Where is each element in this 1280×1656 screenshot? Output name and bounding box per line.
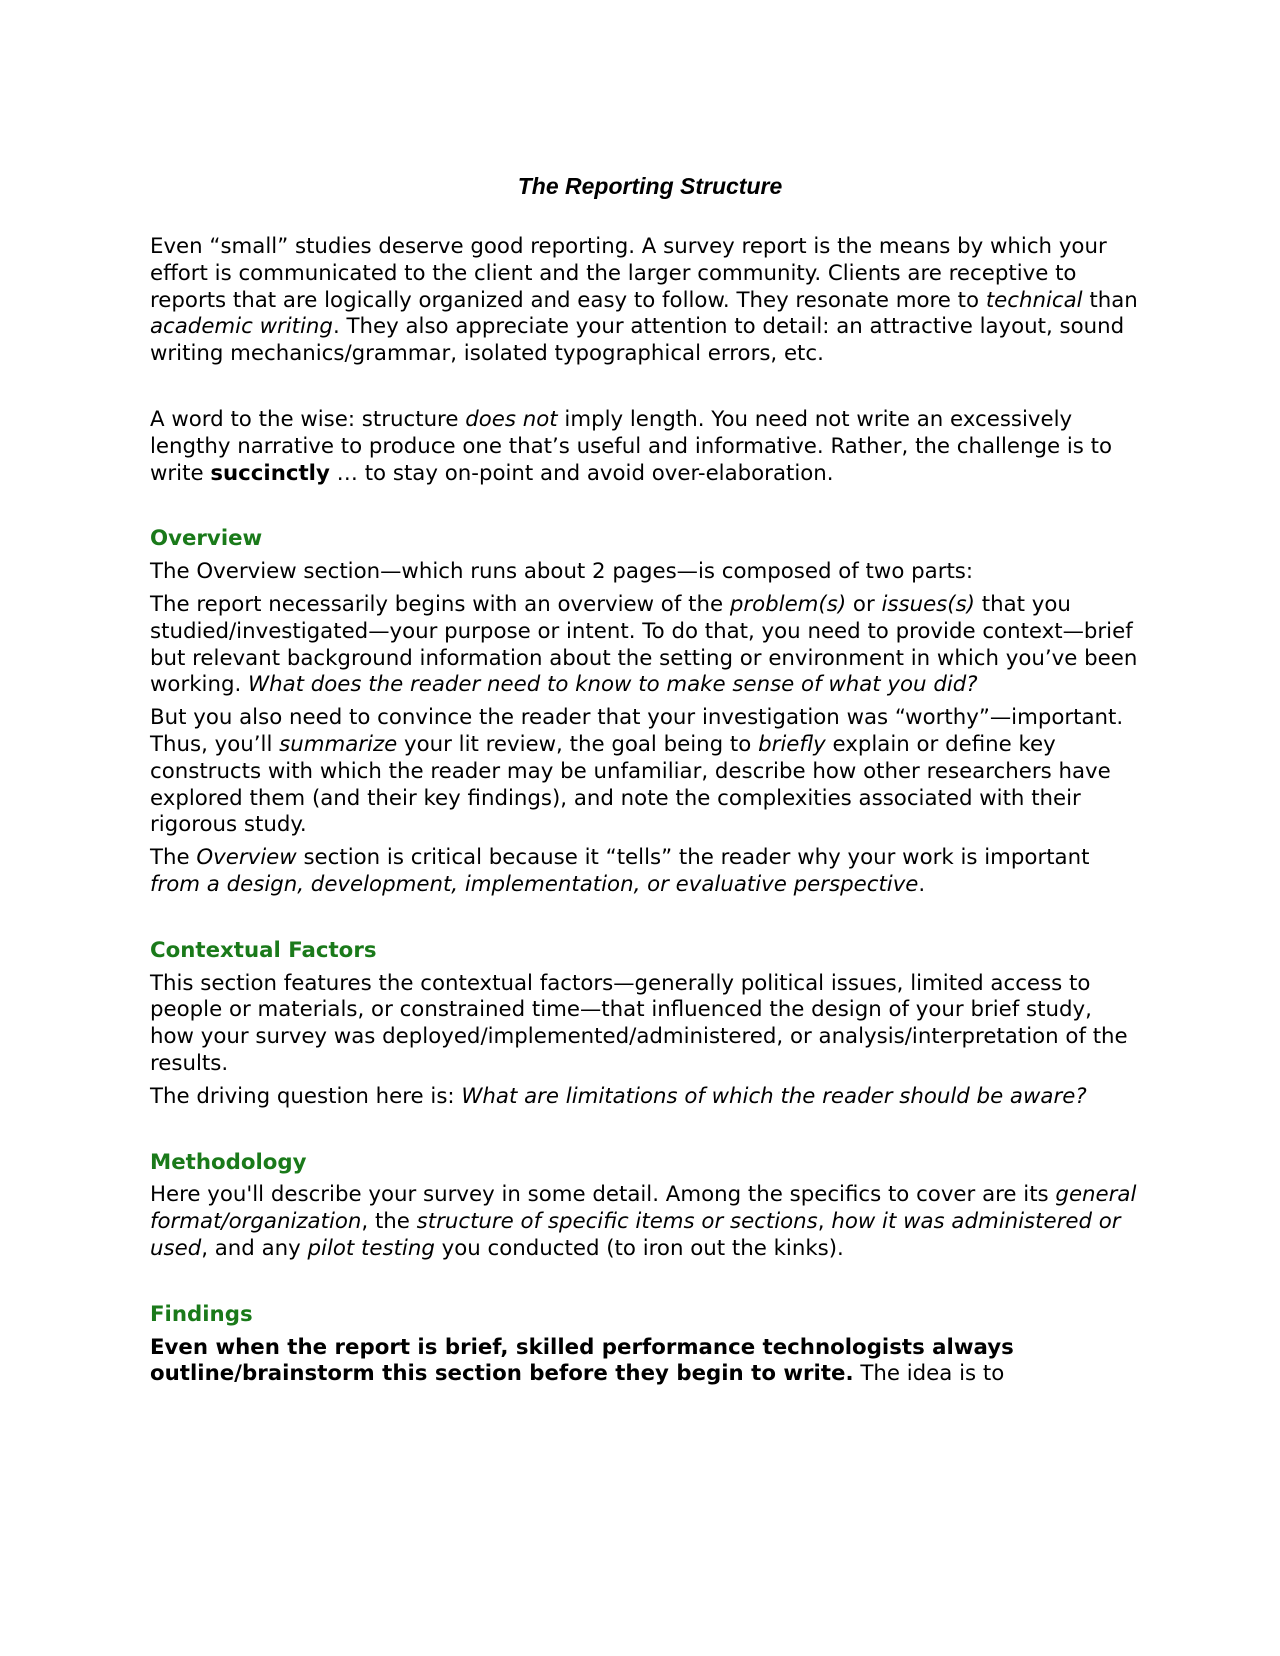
text-run: The: [150, 845, 197, 871]
contextual-paragraph-1: This section features the contextual factors—generally political issues, limited access to people or materials, or constrained time—that influenced the design of your brief study, how your survey was deployed/implemented/administered, or analysis/interpretation of the results.: [150, 970, 1128, 1076]
text-run: or: [846, 591, 882, 617]
italic-run: Overview: [196, 845, 297, 871]
text-run: explain or define key constructs with which the reader may be unfamiliar, describe how other researchers have explored them (and their key findings), and note the complexities associated with their rigorous study.: [150, 731, 1111, 838]
methodology-heading: Methodology: [150, 1149, 307, 1175]
text-run: The report necessarily begins with an overview of the: [150, 591, 730, 617]
intro-paragraph-1: [150, 234, 1140, 368]
italic-run: problem(s): [729, 591, 847, 617]
contextual-paragraph-2: [150, 1084, 1140, 1111]
italic-run: summarize: [279, 731, 398, 757]
text-run: Here you'll describe your survey in some detail. Among the specifics to cover are its: [150, 1182, 1056, 1208]
text-run: .: [918, 871, 926, 897]
text-run: Even “small” studies deserve good reporting. A survey report is the means by which your effort is communicated to the client and the larger community. Clients are receptive to reports that are logically organized and easy to follow. They resonate more to: [150, 234, 1107, 313]
text-run: The driving question here is:: [150, 1083, 462, 1109]
italic-run: does not: [465, 406, 558, 432]
text-run: , the: [361, 1209, 417, 1235]
bold-run: succinctly: [210, 460, 330, 486]
text-run: . They also appreciate your attention to detail: an attractive layout, sound writing mechanics/grammar, isolated typographical errors, etc.: [150, 314, 1125, 367]
text-run: than: [1082, 287, 1138, 313]
overview-paragraph-3: [150, 705, 1140, 839]
text-run: that you studied/investigated—your purpose or intent. To do that, you need to provide context—brief but relevant background information about the setting or environment in which you’ve been working.: [150, 591, 1138, 698]
italic-run: structure of specific items or sections: [416, 1209, 818, 1235]
italic-run: issues(s): [881, 591, 975, 617]
text-run: … to stay on-point and avoid over-elaboration.: [329, 460, 834, 486]
italic-run: technical: [985, 287, 1083, 313]
text-run: section is critical because it “tells” the reader why your work is important: [296, 845, 1090, 871]
intro-paragraph-2: [150, 407, 1140, 487]
italic-run: general format/organization: [150, 1182, 1137, 1235]
bold-run: Even when the report is brief, skilled performance technologists always outline/brainstorm this section before they begin to write.: [150, 1334, 1014, 1387]
text-run: imply length. You need not write an excessively lengthy narrative to produce one that’s useful and informative. Rather, the challenge is to write: [150, 406, 1113, 486]
overview-paragraph-4: [150, 845, 1140, 899]
contextual-factors-heading: Contextual Factors: [150, 937, 377, 963]
italic-run: pilot testing: [307, 1235, 435, 1261]
findings-paragraph-1: [150, 1335, 1140, 1389]
overview-heading: Overview: [150, 526, 263, 552]
text-run: , and any: [201, 1235, 308, 1261]
document-page: [150, 172, 1140, 1388]
italic-run: What are limitations of which the reader should be aware?: [461, 1083, 1087, 1109]
italic-run: What does the reader need to know to make sense of what you did?: [248, 672, 978, 698]
text-run: you conducted (to iron out the kinks).: [434, 1235, 844, 1261]
text-run: A word to the wise: structure: [150, 406, 466, 432]
italic-run: how it was administered or used: [150, 1209, 1121, 1261]
text-run: your lit review, the goal being to: [397, 731, 759, 757]
italic-run: academic writing: [150, 314, 333, 340]
overview-paragraph-2: [150, 592, 1140, 699]
italic-run: from a design, development, implementation, or evaluative perspective: [150, 871, 919, 897]
text-run: ,: [817, 1209, 832, 1235]
text-run: But you also need to convince the reader that your investigation was “worthy”—important. Thus, you’ll: [150, 705, 1124, 757]
italic-run: briefly: [758, 731, 826, 757]
document-title: The Reporting Structure: [517, 173, 783, 199]
overview-paragraph-1: The Overview section—which runs about 2 pages—is composed of two parts:: [150, 559, 974, 585]
methodology-paragraph-1: [150, 1182, 1140, 1262]
text-run: The idea is to: [853, 1361, 1005, 1387]
findings-heading: Findings: [150, 1301, 253, 1327]
